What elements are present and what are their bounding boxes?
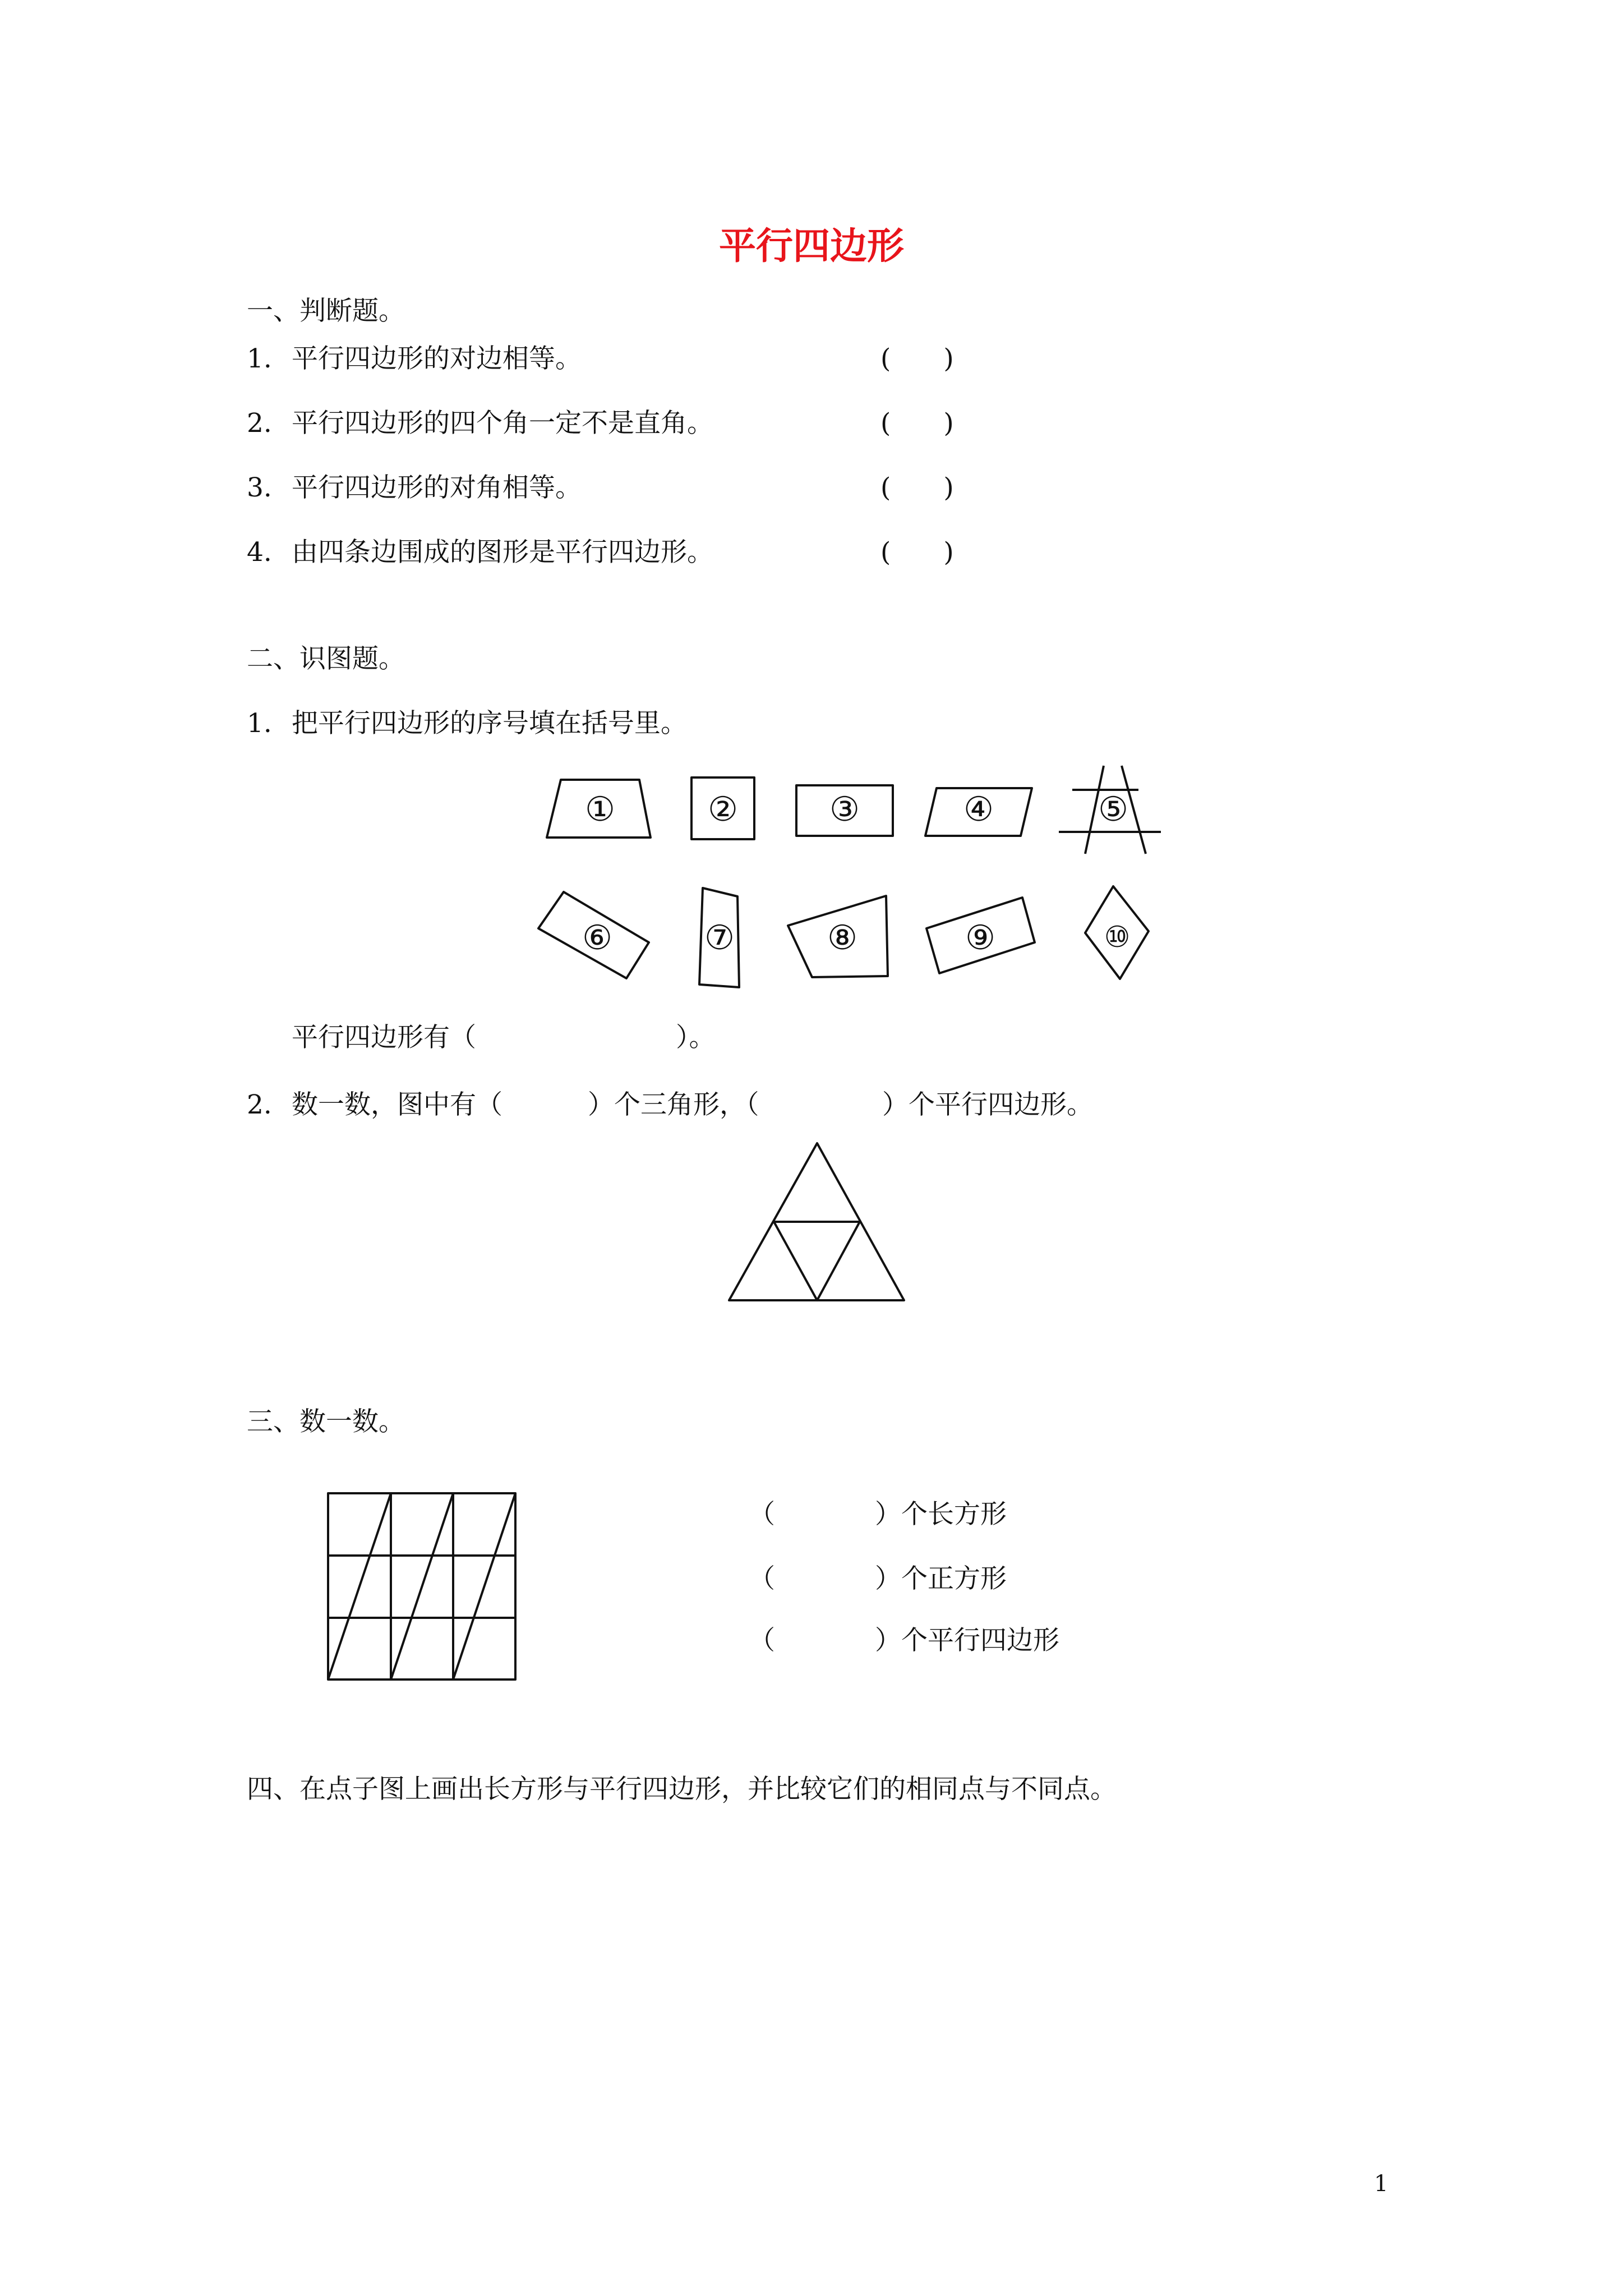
section2-heading: 二、识图题。 [247,643,405,674]
shape-2-label: ② [708,790,738,829]
s1-item1-num: 1. [247,343,272,374]
s2-q2-text-c: ）个平行四边形。 [882,1089,1093,1120]
shape-8-label: ⑧ [827,918,857,958]
s1-item4-text: 由四条边围成的图形是平行四边形。 [292,537,713,568]
s1-item3-num: 3. [247,472,272,503]
s1-item3-text: 平行四边形的对角相等。 [292,472,582,503]
page-number: 1 [1374,2171,1389,2197]
s1-item2-answer-paren: ( ) [880,408,954,439]
shape-7-label: ⑦ [704,918,735,958]
s1-item1-answer-paren: ( ) [880,343,954,374]
s2-q1-num: 1. [247,708,272,739]
s3-answer2-open: （ [749,1563,775,1594]
shape-6-label: ⑥ [582,918,612,958]
s3-answer2-close: ）个正方形 [875,1563,1007,1594]
section1-heading: 一、判断题。 [247,296,405,326]
s2-q1-answer-prefix: 平行四边形有（ [292,1022,476,1053]
section4-heading: 四、在点子图上画出长方形与平行四边形，并比较它们的相同点与不同点。 [247,1774,1117,1805]
s1-item3-answer-paren: ( ) [880,472,954,503]
s3-answer1-close: ）个长方形 [875,1499,1007,1530]
s2-q1-answer-suffix: ）。 [676,1022,716,1053]
shape-9-label: ⑨ [965,918,995,958]
s3-answer3-open: （ [749,1625,775,1656]
s1-item2-text: 平行四边形的四个角一定不是直角。 [292,408,713,439]
s1-item1-text: 平行四边形的对边相等。 [292,343,582,374]
s1-item2-num: 2. [247,408,272,439]
shape-1-label: ① [585,790,615,829]
s1-item4-answer-paren: ( ) [880,537,954,568]
shape-10-label: ⑩ [1104,921,1131,954]
s2-q2-num: 2. [247,1089,272,1120]
shape-3-label: ③ [829,790,860,829]
s2-q1-text: 把平行四边形的序号填在括号里。 [292,708,687,739]
s1-item4-num: 4. [247,537,272,568]
s3-answer3-close: ）个平行四边形 [875,1625,1059,1656]
s3-answer1-open: （ [749,1499,775,1530]
shape-4-label: ④ [963,790,994,829]
s2-q2-text-b: ）个三角形，（ [588,1089,759,1120]
section3-heading: 三、数一数。 [247,1406,405,1437]
shape-5-label: ⑤ [1098,790,1128,829]
s2-q2-text-a: 数一数，图中有（ [292,1089,502,1120]
page-title: 平行四边形 [719,224,904,268]
